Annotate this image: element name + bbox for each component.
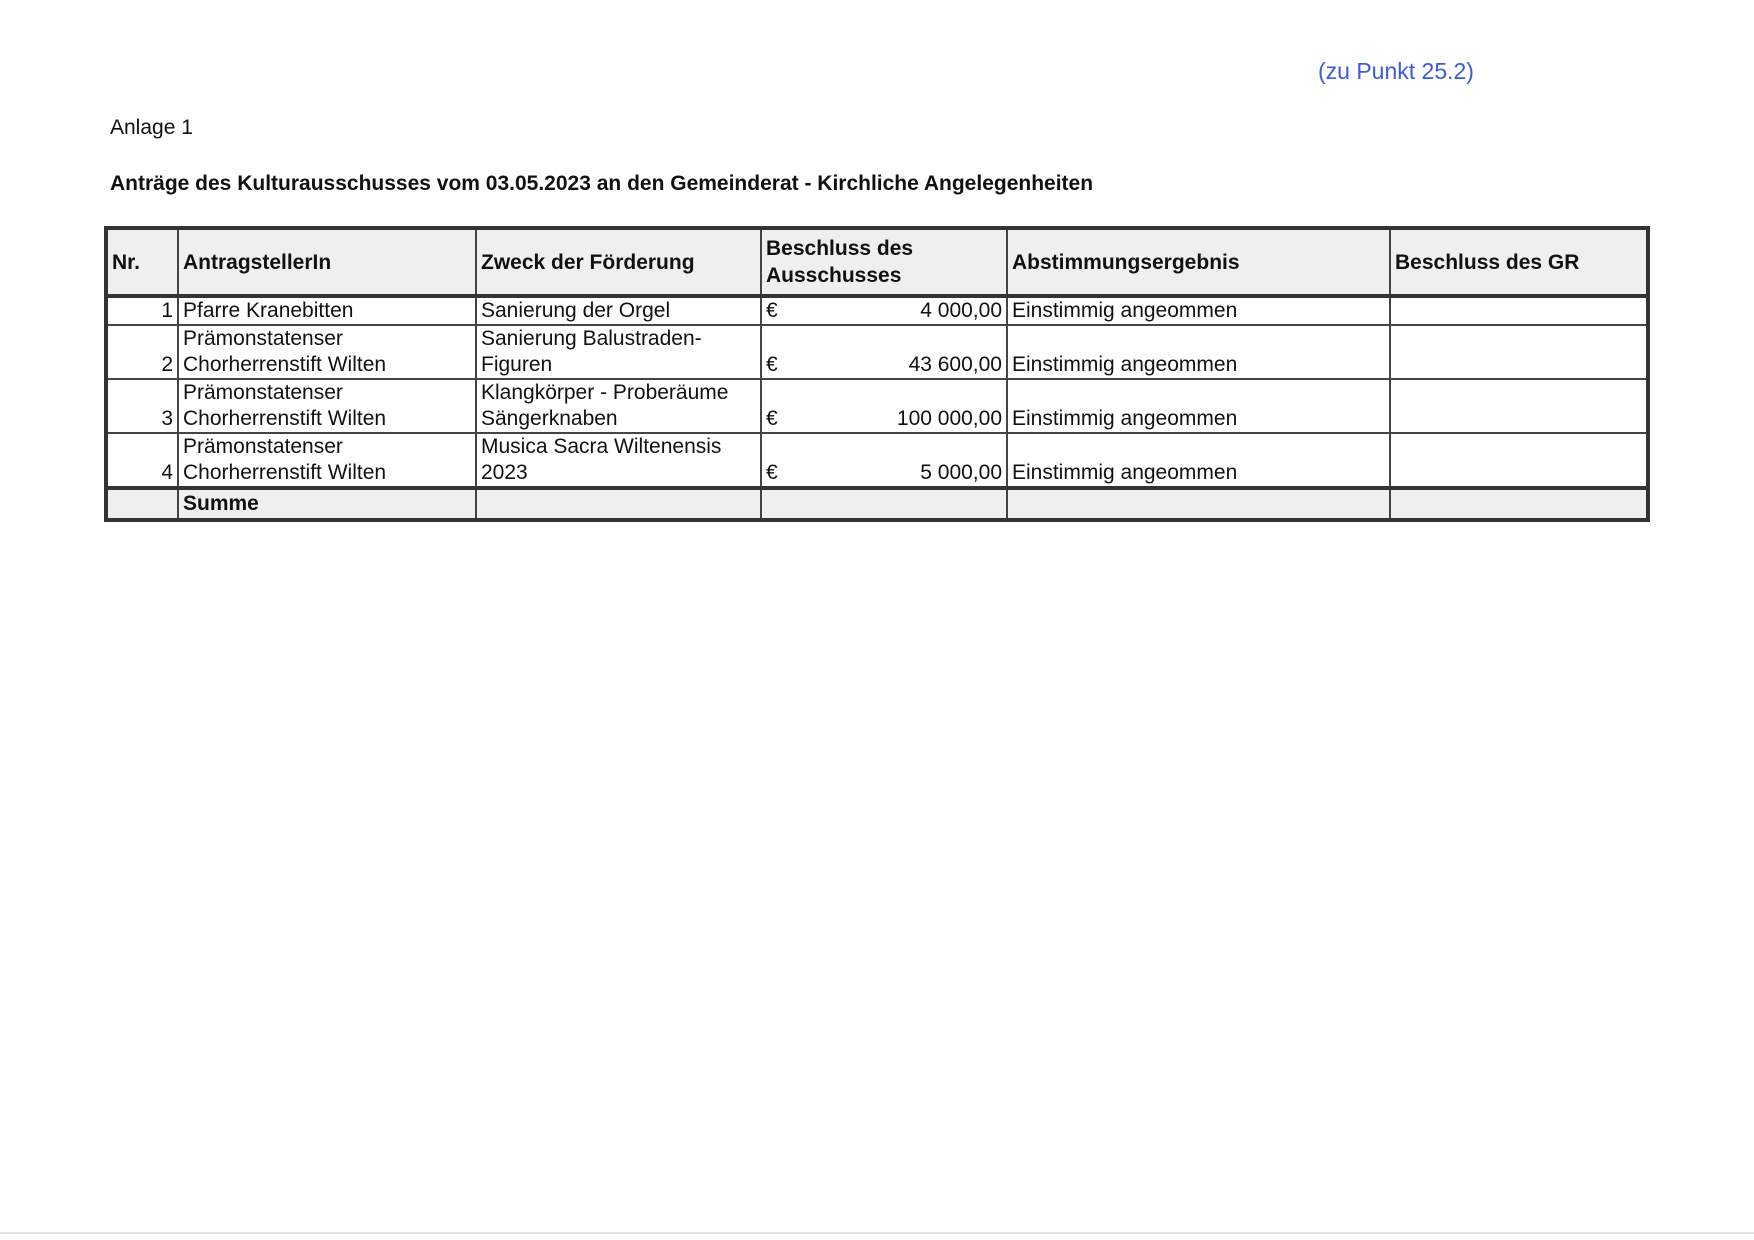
row-currency: € [766,299,778,322]
row-currency: € [766,461,778,484]
header-applicant: AntragstellerIn [178,228,476,296]
header-decision-gr: Beschluss des GR [1390,228,1648,296]
table-header-row [106,228,1648,296]
row-decision-gr [1390,296,1648,325]
sum-nr-cell [106,488,178,520]
row-applicant-line1: Prämonstatenser [183,327,343,350]
header-decision-committee-line1: Beschluss des [766,237,914,260]
row-purpose [476,379,761,433]
row-nr: 2 [106,325,178,379]
row-applicant [178,296,476,325]
row-currency: € [766,353,778,376]
row-amount: 100 000,00 [896,407,1002,430]
table-row [106,325,1648,379]
header-vote-result: Abstimmungsergebnis [1007,228,1390,296]
table-row [106,433,1648,488]
page-bottom-divider [0,1232,1754,1234]
row-applicant-line2: Chorherrenstift Wilten [183,407,387,430]
table-row [106,379,1648,433]
row-applicant-line2: Chorherrenstift Wilten [183,353,387,376]
row-vote-result: Einstimmig angeommen [1007,296,1390,325]
attachment-label: Anlage 1 [110,116,193,139]
row-applicant [178,379,476,433]
row-purpose [476,433,761,488]
row-amount: 4 000,00 [920,299,1002,322]
row-purpose-line2: Sängerknaben [481,407,618,430]
row-decision-gr [1390,325,1648,379]
table-row [106,296,1648,325]
sum-decision-gr-cell [1390,488,1648,520]
sum-amount-cell [761,488,1007,520]
row-amount-cell [761,379,1007,433]
row-applicant-line1: Pfarre Kranebitten [183,299,354,322]
row-purpose-line2: Figuren [481,353,553,376]
reference-note: (zu Punkt 25.2) [1318,58,1474,84]
header-decision-committee-line2: Ausschusses [766,264,902,287]
row-currency: € [766,407,778,430]
header-purpose: Zweck der Förderung [476,228,761,296]
row-vote-result: Einstimmig angeommen [1007,433,1390,488]
row-amount-cell [761,433,1007,488]
row-nr: 1 [106,296,178,325]
row-purpose-line1: Klangkörper - Proberäume [481,381,729,404]
row-applicant-line1: Prämonstatenser [183,435,343,458]
row-vote-result: Einstimmig angeommen [1007,379,1390,433]
sum-purpose-cell [476,488,761,520]
row-amount-cell [761,325,1007,379]
row-vote-result: Einstimmig angeommen [1007,325,1390,379]
row-amount-cell [761,296,1007,325]
row-decision-gr [1390,379,1648,433]
row-applicant-line1: Prämonstatenser [183,381,343,404]
row-purpose [476,296,761,325]
row-applicant [178,325,476,379]
sum-row [106,488,1648,520]
row-purpose [476,325,761,379]
row-amount: 5 000,00 [920,461,1002,484]
row-nr: 4 [106,433,178,488]
row-amount: 43 600,00 [908,353,1002,376]
row-decision-gr [1390,433,1648,488]
row-nr: 3 [106,379,178,433]
header-nr: Nr. [106,228,178,296]
sum-vote-cell [1007,488,1390,520]
row-purpose-line1: Sanierung Balustraden- [481,327,702,350]
row-purpose-line1: Sanierung der Orgel [481,299,671,322]
document-title: Anträge des Kulturausschusses vom 03.05.2023 an den Gemeinderat - Kirchliche Angelegenheiten [110,172,1094,195]
applications-table [104,226,1650,522]
header-decision-committee [761,228,1007,296]
row-purpose-line1: Musica Sacra Wiltenensis [481,435,722,458]
row-purpose-line2: 2023 [481,461,528,484]
row-applicant [178,433,476,488]
sum-label: Summe [178,488,476,520]
row-applicant-line2: Chorherrenstift Wilten [183,461,387,484]
